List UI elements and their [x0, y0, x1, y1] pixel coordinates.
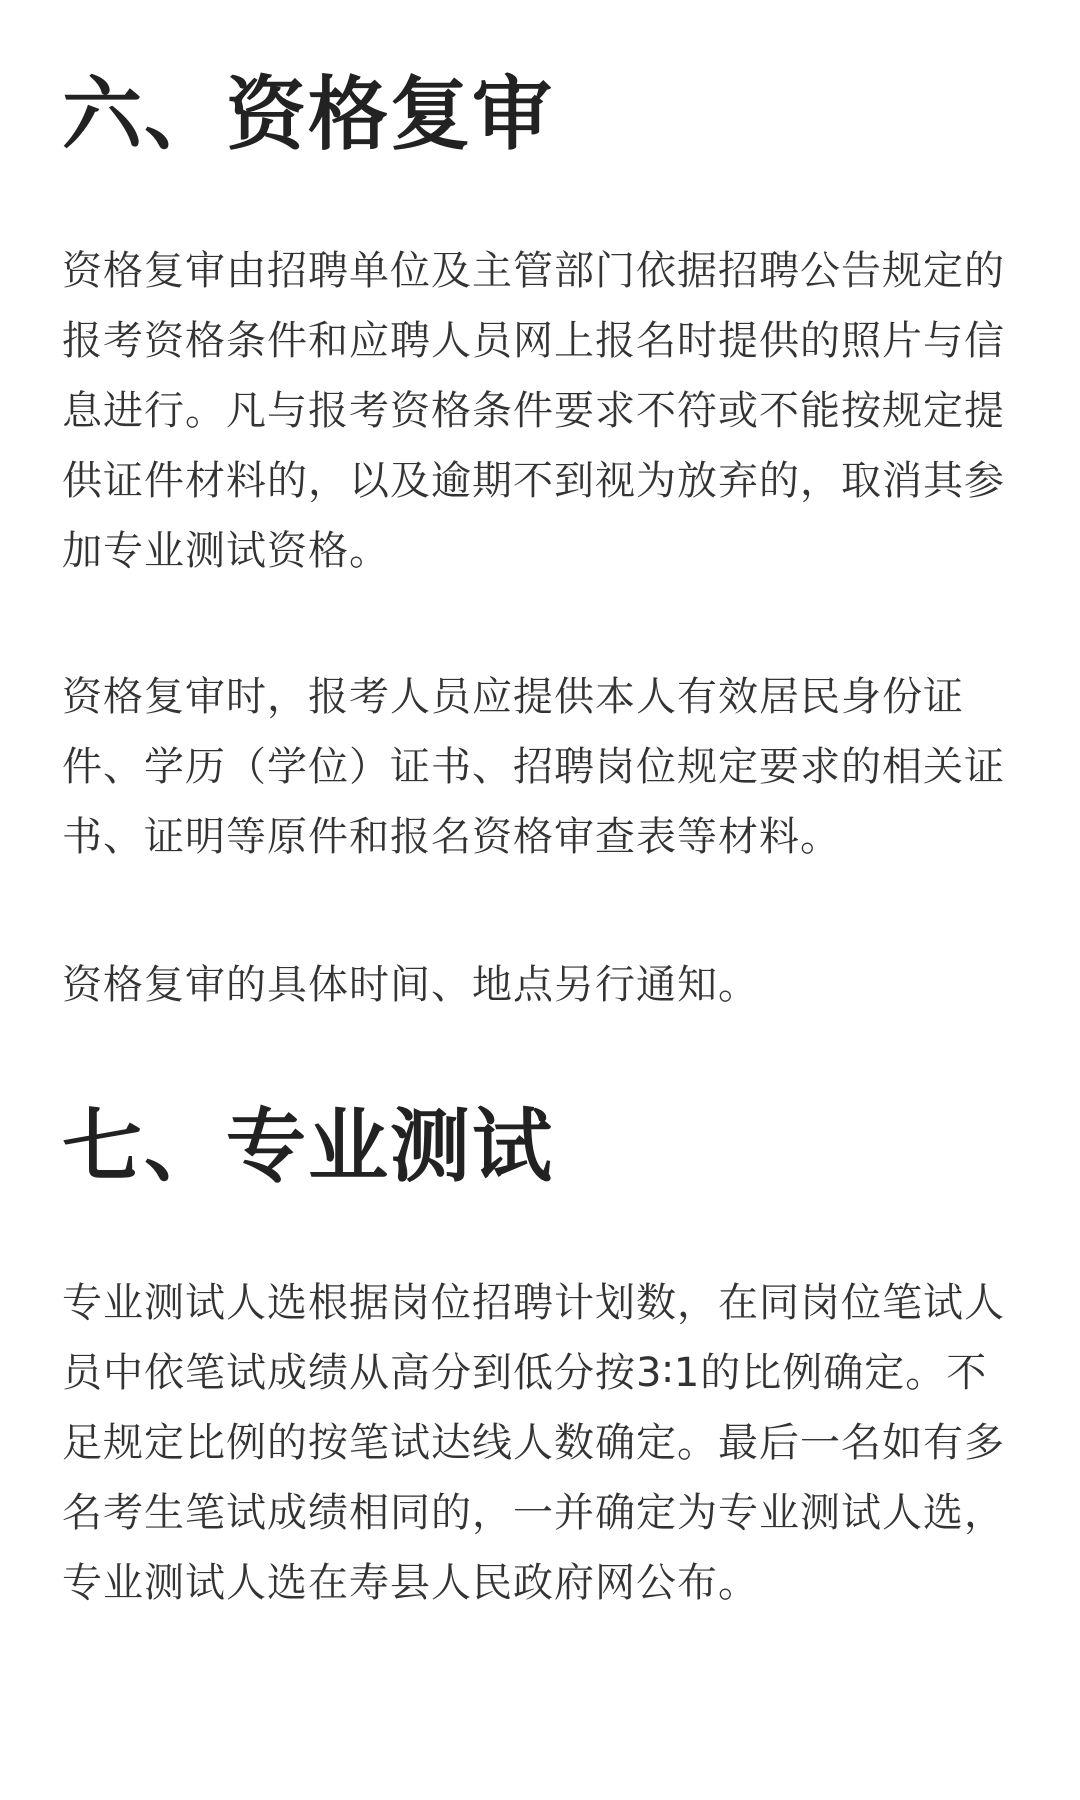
paragraph-review-documents: 资格复审时，报考人员应提供本人有效居民身份证件、学历（学位）证书、招聘岗位规定要求的相关证书、证明等原件和报名资格审查表等材料。: [62, 674, 1005, 860]
paragraph-review-schedule: 资格复审的具体时间、地点另行通知。: [62, 962, 759, 1008]
paragraph-test-candidates: 专业测试人选根据岗位招聘计划数，在同岗位笔试人员中依笔试成绩从高分到低分按3∶1的比例确定。不足规定比例的按笔试达线人数确定。最后一名如有多名考生笔试成绩相同的，一并确定为专业测试人选，专业测试人选在寿县人民政府网公布。: [62, 1280, 1005, 1606]
paragraph-review-basis: 资格复审由招聘单位及主管部门依据招聘公告规定的报考资格条件和应聘人员网上报名时提供的照片与信息进行。凡与报考资格条件要求不符或不能按规定提供证件材料的，以及逾期不到视为放弃的，取消其参加专业测试资格。: [62, 248, 1005, 574]
section-heading-professional-test: 七、专业测试: [62, 1099, 554, 1193]
article-body: [62, 0, 1020, 1800]
section-heading-qualification-review: 六、资格复审: [62, 67, 554, 161]
